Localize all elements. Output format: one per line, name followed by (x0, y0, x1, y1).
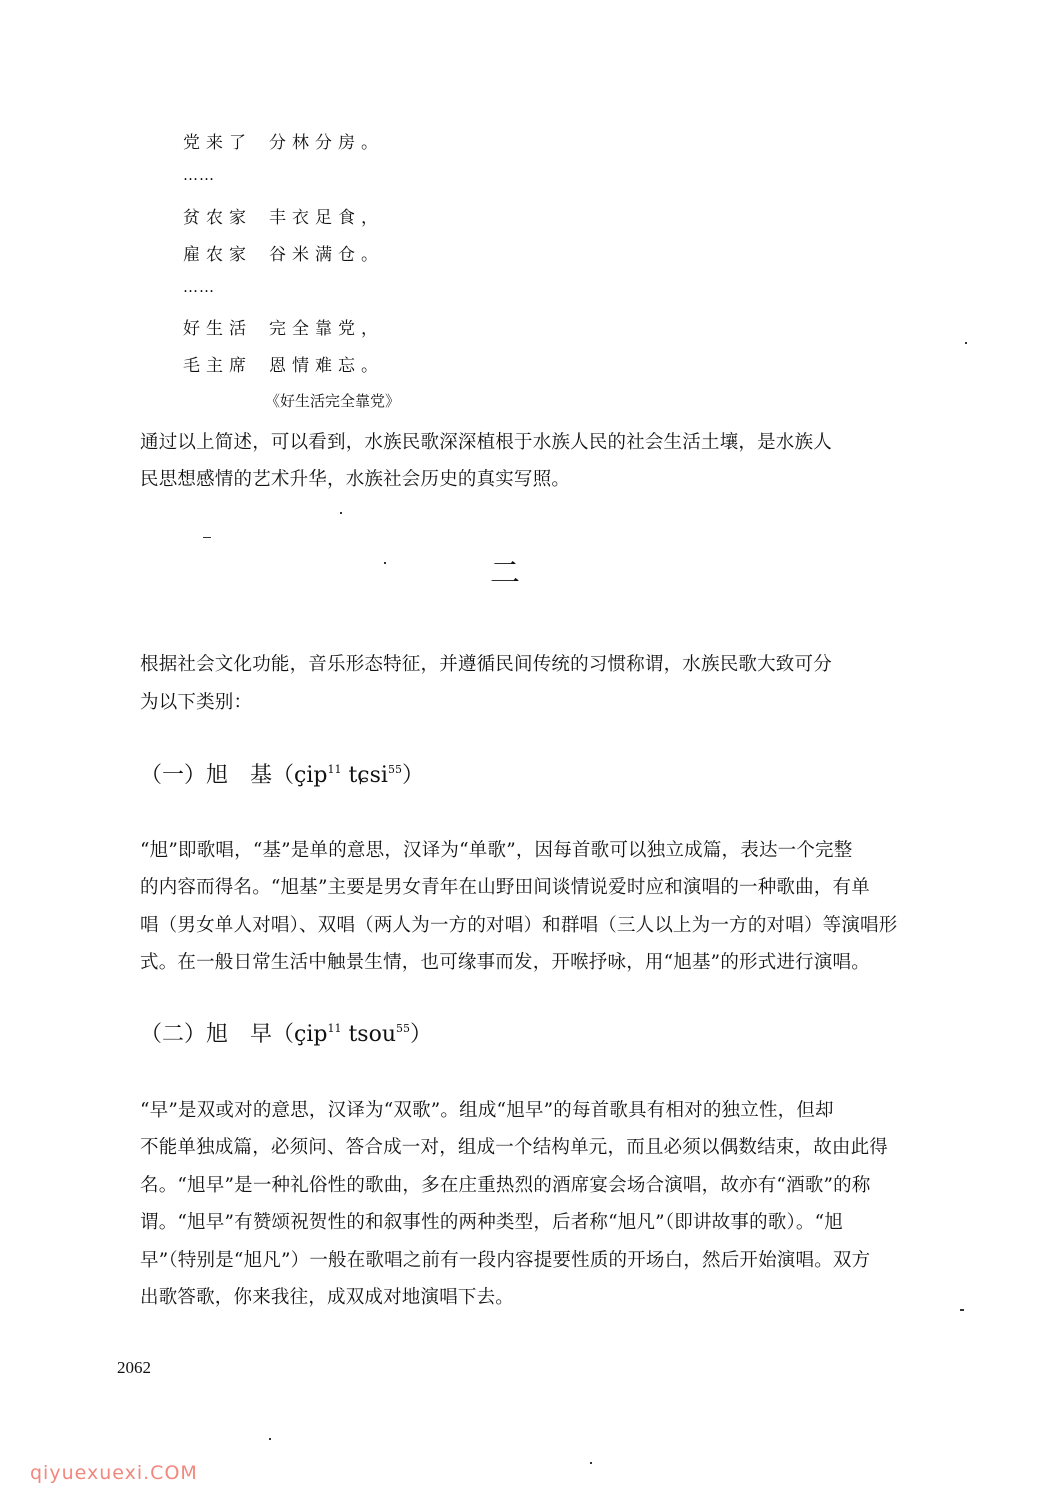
poem-line-left: 雇农家 (183, 245, 252, 265)
ipa-open: （çip (272, 1022, 328, 1047)
section-number: 二 (490, 556, 520, 591)
poem-line-right: 完全靠党， (269, 319, 384, 339)
summary-paragraph-line: 民思想感情的艺术升华，水族社会历史的真实写照。 (140, 469, 571, 490)
poem-source: 《好生活完全靠党》 (265, 392, 401, 410)
section-intro-line: 根据社会文化功能，音乐形态特征，并遵循民间传统的习惯称谓，水族民歌大致可分 (140, 654, 832, 675)
scan-speck (269, 1438, 271, 1440)
tone-mark: 55 (387, 763, 402, 776)
poem-line-right: 谷米满仓。 (269, 245, 384, 265)
watermark-logo: qiyuexuexi.COM (30, 1462, 198, 1484)
scan-speck (340, 512, 342, 514)
poem-line-right: 分林分房。 (269, 133, 384, 153)
scan-speck (384, 562, 386, 564)
subsection-label: （一）旭 基 (140, 763, 273, 788)
poem-line-left: 贫农家 (183, 208, 252, 228)
tone-mark: 11 (327, 763, 342, 776)
paragraph-line: 唱（男女单人对唱）、双唱（两人为一方的对唱）和群唱（三人以上为一方的对唱）等演唱形 (140, 915, 898, 936)
page-number: 2062 (117, 1358, 151, 1377)
subsection-heading (140, 758, 424, 789)
paragraph-line: 出歌答歌，你来我往，成双成对地演唱下去。 (140, 1287, 515, 1308)
ipa-open: （çip (272, 763, 328, 788)
poem-line (183, 240, 384, 265)
tone-mark: 55 (396, 1022, 411, 1035)
paragraph-line: 不能单独成篇，必须问、答合成一对，组成一个结构单元，而且必须以偶数结束，故由此得 (140, 1137, 889, 1158)
ipa-close: ） (401, 763, 424, 788)
ipa-mid: tɕsi (341, 763, 388, 788)
poem-ellipsis: …… (183, 278, 215, 296)
poem-ellipsis: …… (183, 166, 215, 184)
subsection-heading (140, 1017, 432, 1048)
paragraph-line: 的内容而得名。“旭基”主要是男女青年在山野田间谈情说爱时应和演唱的一种歌曲，有单 (140, 877, 870, 898)
paragraph-line: 谓。“旭早”有赞颂祝贺性的和叙事性的两种类型，后者称“旭凡”（即讲故事的歌）。“旭 (140, 1212, 843, 1233)
summary-paragraph-line: 通过以上简述，可以看到，水族民歌深深植根于水族人民的社会生活土壤，是水族人 (140, 432, 832, 453)
poem-line (183, 203, 384, 228)
tone-mark: 11 (327, 1022, 342, 1035)
paragraph-line: 名。“旭早”是一种礼俗性的歌曲，多在庄重热烈的酒席宴会场合演唱，故亦有“酒歌”的称 (140, 1175, 871, 1196)
poem-line-left: 毛主席 (183, 356, 252, 376)
subsection-label: （二）旭 早 (140, 1022, 273, 1047)
poem-line (183, 351, 384, 376)
scan-speck (960, 1309, 964, 1311)
paragraph-line: 早”（特别是“旭凡”）一般在歌唱之前有一段内容提要性质的开场白，然后开始演唱。双方 (140, 1250, 871, 1271)
scan-speck (965, 342, 967, 344)
paragraph-line: “旭”即歌唱，“基”是单的意思，汉译为“单歌”，因每首歌可以独立成篇，表达一个完整 (140, 840, 853, 861)
poem-line-right: 恩情难忘。 (269, 356, 384, 376)
ipa-mid: tsou (341, 1022, 397, 1047)
section-intro-line: 为以下类别： (140, 692, 253, 713)
scan-speck (590, 1462, 592, 1464)
poem-line-left: 党来了 (183, 133, 252, 153)
scan-speck (203, 537, 211, 538)
poem-line-right: 丰衣足食， (269, 208, 384, 228)
poem-line (183, 128, 384, 153)
paragraph-line: “早”是双或对的意思，汉译为“双歌”。组成“旭早”的每首歌具有相对的独立性，但却 (140, 1100, 834, 1121)
poem-line (183, 314, 384, 339)
poem-line-left: 好生活 (183, 319, 252, 339)
paragraph-line: 式。在一般日常生活中触景生情，也可缘事而发，开喉抒咏，用“旭基”的形式进行演唱。 (140, 952, 870, 973)
ipa-close: ） (410, 1022, 433, 1047)
